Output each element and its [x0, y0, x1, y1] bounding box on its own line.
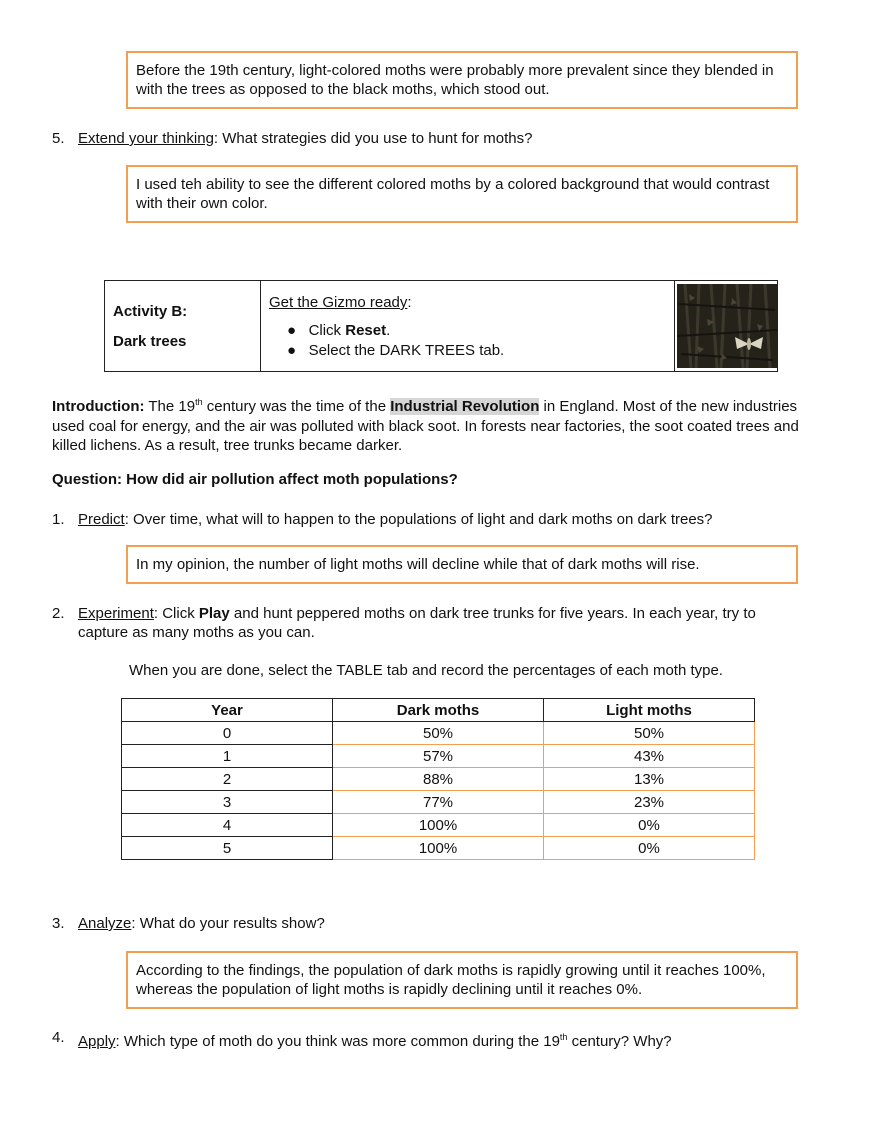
table-instruction: When you are done, select the TABLE tab and record the percentages of each moth type.: [129, 662, 723, 679]
bullet-dark-trees: ● Select the DARK TREES tab.: [287, 342, 505, 359]
activity-subtitle: Dark trees: [113, 333, 187, 350]
light-moths-cell[interactable]: 23%: [544, 791, 755, 814]
answer-box-previous[interactable]: [126, 51, 798, 109]
light-moths-cell[interactable]: 50%: [544, 722, 755, 745]
dark-moths-cell[interactable]: 57%: [333, 745, 544, 768]
question-label: Predict: [78, 511, 125, 528]
activity-label-cell: [105, 281, 261, 371]
light-moths-cell[interactable]: 43%: [544, 745, 755, 768]
answer-text: Before the 19th century, light-colored moths were probably more prevalent since they blended in with the trees as opposed to the black moths, which stood out.: [136, 62, 774, 98]
answer-text: According to the findings, the population of dark moths is rapidly growing until it reaches 100%, whereas the population of light moths is rapidly declining until it reaches 0%.: [136, 962, 766, 998]
table-row: [122, 745, 755, 768]
dark-moths-cell[interactable]: 88%: [333, 768, 544, 791]
table-row: [122, 791, 755, 814]
moth-data-table: [121, 698, 755, 860]
gizmo-ready-heading: Get the Gizmo ready:: [269, 294, 412, 311]
dark-moths-cell[interactable]: 50%: [333, 722, 544, 745]
dark-tree-moth-image: [677, 284, 777, 368]
answer-text: In my opinion, the number of light moths will decline while that of dark moths will rise.: [136, 556, 700, 573]
question-number: 2.: [52, 605, 65, 622]
question-label: Analyze: [78, 915, 132, 932]
question-number: 5.: [52, 130, 65, 147]
year-cell: 3: [122, 791, 333, 814]
answer-box-q3[interactable]: [126, 951, 798, 1009]
question-number: 4.: [52, 1029, 65, 1046]
question-label: Experiment: [78, 605, 154, 622]
year-cell: 0: [122, 722, 333, 745]
table-header-row: [122, 699, 755, 722]
dark-moths-cell[interactable]: 100%: [333, 837, 544, 860]
table-row: [122, 837, 755, 860]
light-moths-cell[interactable]: 13%: [544, 768, 755, 791]
table-row: [122, 722, 755, 745]
light-moths-cell[interactable]: 0%: [544, 814, 755, 837]
year-cell: 2: [122, 768, 333, 791]
activity-title: Activity B:: [113, 303, 188, 320]
table-row: [122, 768, 755, 791]
answer-text: I used teh ability to see the different colored moths by a colored background that would contrast with their own color.: [136, 176, 770, 212]
question-label: Apply: [78, 1033, 116, 1050]
light-moths-cell[interactable]: 0%: [544, 837, 755, 860]
year-cell: 4: [122, 814, 333, 837]
answer-box-q1[interactable]: [126, 545, 798, 584]
table-row: [122, 814, 755, 837]
header-light-moths: Light moths: [544, 699, 755, 722]
gizmo-ready-cell: [261, 281, 675, 371]
header-dark-moths: Dark moths: [333, 699, 544, 722]
dark-moths-cell[interactable]: 77%: [333, 791, 544, 814]
year-cell: 5: [122, 837, 333, 860]
header-year: Year: [122, 699, 333, 722]
question-number: 3.: [52, 915, 65, 932]
question-text: : What do your results show?: [131, 915, 325, 932]
question-number: 1.: [52, 511, 65, 528]
question-text: : Over time, what will to happen to the populations of light and dark moths on dark trees?: [124, 511, 713, 528]
answer-box-q5[interactable]: [126, 165, 798, 223]
activity-b-box: [104, 280, 778, 372]
question-label: Extend your thinking: [78, 130, 214, 147]
year-cell: 1: [122, 745, 333, 768]
guiding-question: Question: How did air pollution affect moth populations?: [52, 471, 458, 488]
dark-moths-cell[interactable]: 100%: [333, 814, 544, 837]
introduction-paragraph: Introduction: The 19th century was the time of the Industrial Revolution in England. Most of the new industries used coal for energy, and the air was polluted with black soot. In forests near factories, the soot coated trees and killed lichens. As a result, tree trunks became darker.: [52, 397, 799, 454]
question-text: : What strategies did you use to hunt for moths?: [213, 130, 533, 147]
bullet-reset: ● Click Reset.: [287, 322, 391, 339]
